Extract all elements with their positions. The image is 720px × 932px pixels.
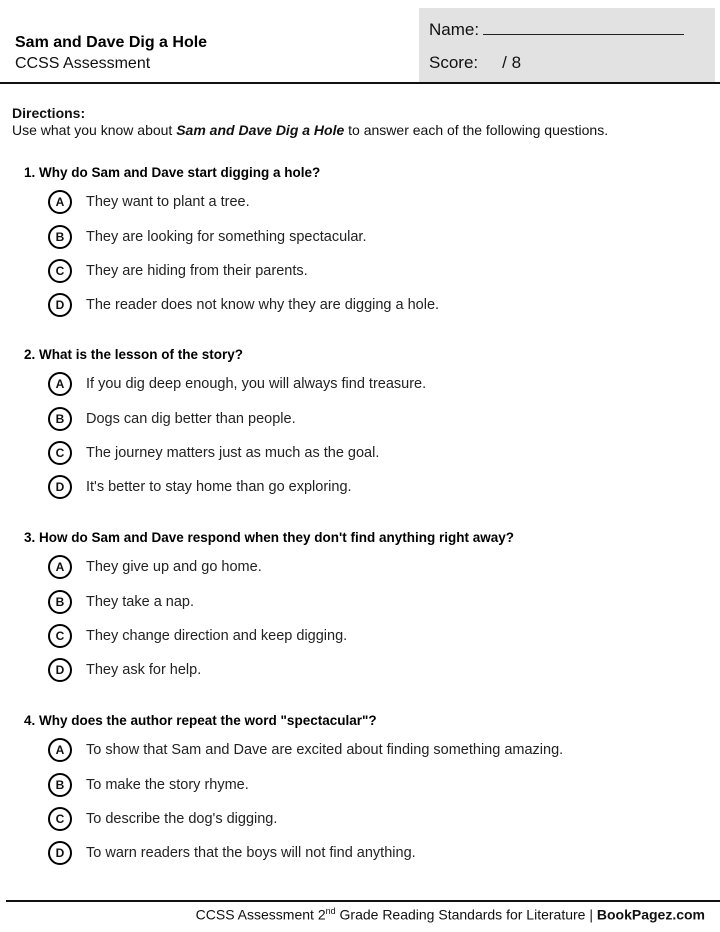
answer-bubble[interactable]: D	[48, 475, 72, 499]
question-3-choice-d[interactable]	[48, 656, 201, 684]
directions-book-title: Sam and Dave Dig a Hole	[176, 122, 345, 138]
choice-text: To show that Sam and Dave are excited about finding something amazing.	[86, 742, 564, 758]
answer-bubble[interactable]: A	[48, 738, 72, 762]
choice-text: To warn readers that the boys will not find anything.	[86, 845, 416, 861]
name-blank-line	[483, 19, 684, 35]
answer-bubble[interactable]: A	[48, 555, 72, 579]
answer-bubble[interactable]: D	[48, 293, 72, 317]
answer-bubble[interactable]: D	[48, 841, 72, 865]
choice-text: The journey matters just as much as the goal.	[86, 445, 380, 461]
choice-text: They are looking for something spectacular.	[86, 229, 367, 245]
question-4-choice-a[interactable]	[48, 736, 563, 764]
question-1-choice-a[interactable]	[48, 188, 250, 216]
choice-text: They ask for help.	[86, 662, 202, 678]
answer-bubble[interactable]: B	[48, 773, 72, 797]
question-2-choice-a[interactable]	[48, 370, 426, 398]
score-total: / 8	[502, 53, 522, 72]
question-1-choice-b[interactable]	[48, 223, 366, 251]
directions	[12, 105, 712, 139]
question-3-prompt: 3. How do Sam and Dave respond when they don't find anything right away?	[24, 530, 515, 545]
footer-text-after: Grade Reading Standards for Literature |	[335, 906, 597, 923]
directions-text-after: to answer each of the following questions.	[344, 122, 609, 138]
answer-bubble[interactable]: B	[48, 590, 72, 614]
score-row	[429, 53, 521, 73]
question-2-choice-d[interactable]	[48, 473, 352, 501]
question-4-choice-b[interactable]	[48, 771, 249, 799]
choice-text: To make the story rhyme.	[86, 777, 249, 793]
directions-label: Directions:	[12, 105, 86, 121]
question-4-prompt: 4. Why does the author repeat the word "spectacular"?	[24, 713, 377, 728]
choice-text: The reader does not know why they are digging a hole.	[86, 297, 440, 313]
question-3-choice-b[interactable]	[48, 588, 194, 616]
name-score-box	[419, 8, 715, 82]
header-divider	[0, 82, 720, 84]
answer-bubble[interactable]: D	[48, 658, 72, 682]
answer-bubble[interactable]: C	[48, 259, 72, 283]
question-4-choice-c[interactable]	[48, 805, 277, 833]
choice-text: They want to plant a tree.	[86, 194, 250, 210]
directions-text-before: Use what you know about	[12, 122, 177, 138]
worksheet-header	[0, 0, 720, 84]
question-3-choice-c[interactable]	[48, 622, 347, 650]
answer-bubble[interactable]: A	[48, 372, 72, 396]
answer-bubble[interactable]: B	[48, 407, 72, 431]
question-4-choice-d[interactable]	[48, 839, 416, 867]
answer-bubble[interactable]: C	[48, 807, 72, 831]
choice-text: They give up and go home.	[86, 559, 262, 575]
footer-text: CCSS Assessment 2	[195, 906, 326, 923]
answer-bubble[interactable]: C	[48, 624, 72, 648]
question-2-prompt: 2. What is the lesson of the story?	[24, 347, 244, 362]
question-1-choice-c[interactable]	[48, 257, 308, 285]
name-label: Name:	[429, 20, 480, 39]
choice-text: To describe the dog's digging.	[86, 811, 278, 827]
worksheet-title: Sam and Dave Dig a Hole	[15, 34, 208, 51]
question-3-choice-a[interactable]	[48, 553, 262, 581]
choice-text: It's better to stay home than go exploring.	[86, 479, 352, 495]
choice-text: They take a nap.	[86, 594, 195, 610]
choice-text: Dogs can dig better than people.	[86, 411, 296, 427]
choice-text: They are hiding from their parents.	[86, 263, 308, 279]
footer-brand: BookPagez.com	[596, 906, 705, 923]
footer	[196, 906, 705, 923]
footer-divider	[6, 900, 720, 902]
answer-bubble[interactable]: A	[48, 190, 72, 214]
question-1-prompt: 1. Why do Sam and Dave start digging a hole?	[24, 165, 321, 180]
answer-bubble[interactable]: C	[48, 441, 72, 465]
name-row	[429, 19, 684, 40]
question-2-choice-c[interactable]	[48, 439, 379, 467]
answer-bubble[interactable]: B	[48, 225, 72, 249]
choice-text: They change direction and keep digging.	[86, 628, 348, 644]
choice-text: If you dig deep enough, you will always find treasure.	[86, 376, 427, 392]
footer-superscript: nd	[325, 906, 336, 916]
question-1-choice-d[interactable]	[48, 291, 439, 319]
worksheet-subtitle: CCSS Assessment	[15, 55, 151, 72]
score-label: Score:	[429, 53, 479, 72]
question-2-choice-b[interactable]	[48, 405, 296, 433]
